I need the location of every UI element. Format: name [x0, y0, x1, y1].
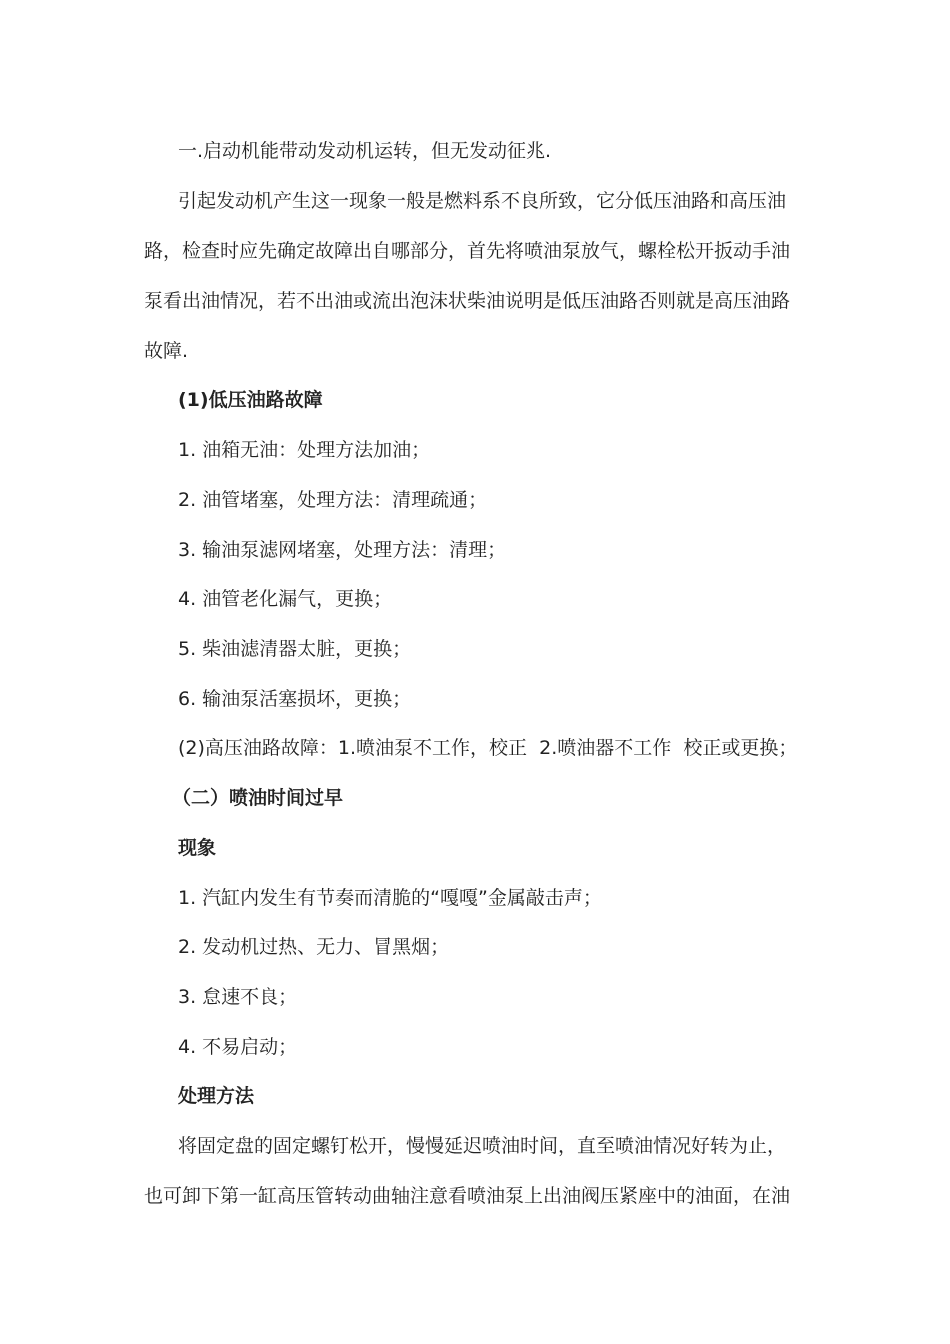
- intro-paragraph-line-1: 引起发动机产生这一现象一般是燃料系不良所致，它分低压油路和高压油: [178, 190, 787, 212]
- intro-paragraph-line-2: 路，检查时应先确定故障出自哪部分，首先将喷油泵放气，螺栓松开扳动手油: [144, 240, 791, 262]
- low-pressure-item-1: 1. 油箱无油：处理方法加油；: [178, 439, 431, 461]
- symptom-heading: 现象: [178, 837, 217, 859]
- symptom-item-1: 1. 汽缸内发生有节奏而清脆的“嘎嘎”金属敲击声；: [178, 887, 602, 909]
- high-pressure-line: (2)高压油路故障：1.喷油泵不工作，校正 2.喷油器不工作 校正或更换；: [178, 737, 798, 759]
- symptom-item-4: 4. 不易启动；: [178, 1036, 298, 1058]
- treatment-paragraph-line-2: 也可卸下第一缸高压管转动曲轴注意看喷油泵上出油阀压紧座中的油面，在油: [144, 1185, 791, 1207]
- low-pressure-item-3: 3. 输油泵滤网堵塞，处理方法：清理；: [178, 539, 507, 561]
- treatment-heading: 处理方法: [178, 1085, 255, 1107]
- symptom-item-2: 2. 发动机过热、无力、冒黑烟；: [178, 936, 450, 958]
- low-pressure-item-2: 2. 油管堵塞，处理方法：清理疏通；: [178, 489, 488, 511]
- treatment-paragraph-line-1: 将固定盘的固定螺钉松开，慢慢延迟喷油时间，直至喷油情况好转为止，: [178, 1135, 787, 1157]
- intro-paragraph-line-3: 泵看出油情况，若不出油或流出泡沫状柴油说明是低压油路否则就是高压油路: [144, 290, 791, 312]
- intro-paragraph-line-4: 故障.: [144, 340, 189, 362]
- low-pressure-item-5: 5. 柴油滤清器太脏，更换；: [178, 638, 412, 660]
- section2-heading: （二）喷油时间过早: [172, 787, 344, 809]
- low-pressure-item-4: 4. 油管老化漏气，更换；: [178, 588, 393, 610]
- symptom-item-3: 3. 怠速不良；: [178, 986, 298, 1008]
- low-pressure-item-6: 6. 输油泵活塞损坏，更换；: [178, 688, 412, 710]
- section1-heading: 一.启动机能带动发动机运转，但无发动征兆.: [178, 140, 552, 162]
- low-pressure-heading: (1)低压油路故障: [178, 389, 323, 411]
